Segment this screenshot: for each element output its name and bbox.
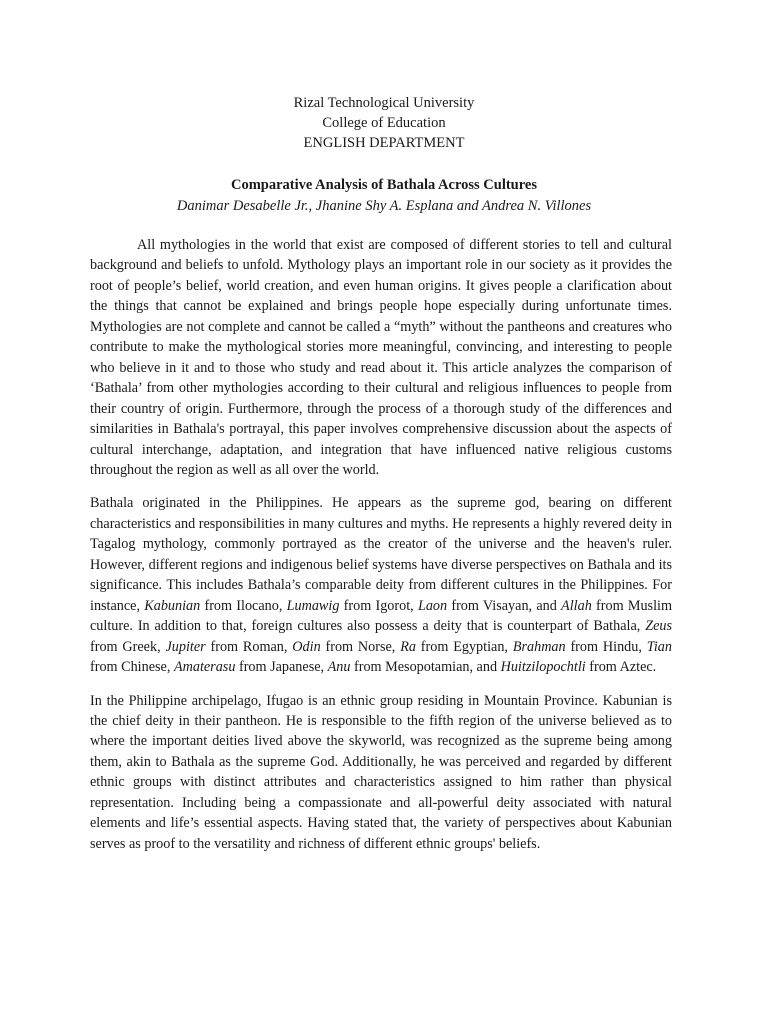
deity-name: Anu [327, 659, 351, 676]
text-run: from Japanese, [235, 659, 328, 676]
paper-authors: Danimar Desabelle Jr., Jhanine Shy A. Esplana and Andrea N. Villones [176, 198, 592, 214]
department-name: ENGLISH DEPARTMENT [303, 135, 465, 151]
deity-name: Odin [292, 638, 321, 655]
deity-name: Tian [646, 638, 672, 655]
paragraph-intro: All mythologies in the world that exist are composed of different stories to tell and cultural background and beliefs to unfold. Mythology plays an important role in our society as it provides the root of people’s belief, world creation, and even human origins. It gives people a clarification about the things that cannot be explained and brings people hope especially during unfortunate times. Mythologies are not complete and cannot be called a “myth” without the pantheons and creatures who contribute to make the mythological stories more meaningful, convincing, and interesting to people who believe in it and to those who study and read about it. This article analyzes the comparison of ‘Bathala’ from other mythologies according to their cultural and religious influences to people from their country of origin. Furthermore, through the process of a thorough study of the differences and similarities in Bathala's portrayal, this paper involves comprehensive discussion about the aspects of cultural interchange, adaptation, and integration that have influenced native religious customs throughout the region as well as all over the world. [90, 237, 672, 478]
article-body [90, 235, 672, 867]
deity-name: Ra [400, 638, 416, 655]
text-run: from Mesopotamian, and [350, 659, 501, 676]
deity-name: Lumawig [286, 597, 340, 614]
text-run: from Greek, [90, 638, 166, 655]
paragraph-kabunian: In the Philippine archipelago, Ifugao is an ethnic group residing in Mountain Province. Kabunian is the chief deity in their pantheon. He is responsible to the fifth region of the universe believed as to where the important deities lived above the skyworld, was recognized as the supreme being among them, akin to Bathala as the supreme God. Additionally, he was perceived and regarded by different ethnic groups with distinct attributes and characteristics assigned to him rather than physical representation. Including being a compassionate and all-powerful deity associated with natural elements and life’s essential aspects. Having stated that, the variety of perspectives about Kabunian serves as proof to the versatility and richness of different ethnic groups' beliefs. [90, 692, 672, 852]
university-name: Rizal Technological University [293, 95, 475, 111]
paragraph-bathala-origin [90, 493, 672, 677]
text-run: from Egyptian, [415, 638, 513, 655]
deity-name: Amaterasu [173, 659, 236, 676]
text-run: Bathala originated in the Philippines. He appears as the supreme god, bearing on different characteristics and responsibilities in many cultures and myths. He represents a highly revered deity in Tagalog mythology, commonly portrayed as the creator of the universe and the heaven's ruler. However, different regions and indigenous belief systems have diverse perspectives on Bathala and its significance. This includes Bathala’s comparable deity from different cultures in the Philippines. For instance, [90, 495, 672, 614]
deity-name: Zeus [645, 618, 672, 635]
deity-name: Jupiter [165, 638, 206, 655]
text-run: from Aztec. [585, 659, 657, 676]
text-run: from Chinese, [90, 659, 174, 676]
deity-name: Allah [561, 597, 592, 614]
deity-name: Kabunian [144, 597, 201, 614]
institution-header [0, 93, 768, 153]
college-name: College of Education [322, 115, 446, 131]
paper-title: Comparative Analysis of Bathala Across Cultures [231, 177, 537, 193]
deity-name: Brahman [512, 638, 566, 655]
text-run: from Ilocano, [200, 597, 287, 614]
deity-name: Laon [417, 597, 448, 614]
text-run: from Norse, [320, 638, 401, 655]
text-run: from Hindu, [565, 638, 647, 655]
deity-name: Huitzilopochtli [500, 659, 586, 676]
text-run: from Igorot, [339, 597, 418, 614]
text-run: from Muslim culture. In addition to that, foreign cultures also possess a deity that is counterpart of Bathala, [90, 597, 672, 635]
paper-title-block [0, 175, 768, 217]
text-run: from Visayan, and [447, 597, 562, 614]
text-run: from Roman, [205, 638, 293, 655]
